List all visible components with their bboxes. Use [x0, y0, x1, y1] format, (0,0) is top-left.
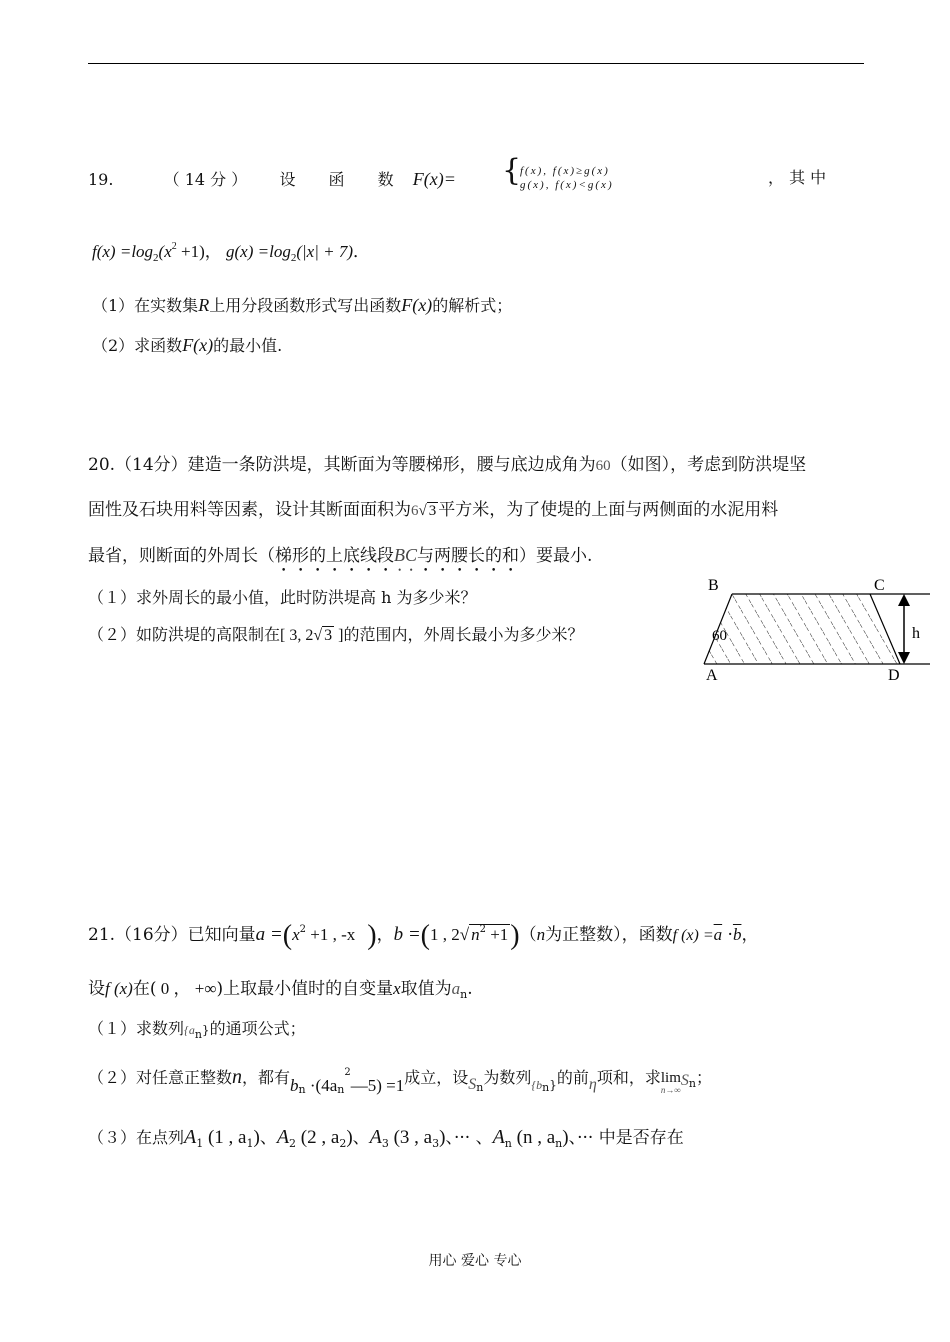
p20-label-h: h	[912, 625, 920, 642]
p19-tail: ， 其 中	[768, 168, 827, 187]
p20-label-B: B	[708, 577, 719, 594]
p19-q1: （1）在实数集R上用分段函数形式写出函数F(x)的解析式；	[92, 295, 513, 315]
p19-lead: 设 函 数	[279, 170, 408, 189]
p19-def-f: f(x) =log	[92, 242, 154, 261]
p20-q2: （２）如防洪堤的高限制在[ 3, 2√ 3 ]的范围内，外周长最小为多少米？	[88, 625, 584, 644]
p20-trapezoid-figure	[690, 570, 940, 685]
p19-score: （ 14 分 ）	[163, 170, 248, 189]
p20-label-A: A	[706, 667, 718, 684]
p21-line2: 设f (x)在( 0 ， +∞)上取最小值时的自变量x取值为$a_n$.	[88, 979, 473, 1001]
p20-line3: 最省，则断面的外周长（梯形的上底线段BC与两腰长的和）要最小.	[88, 545, 593, 566]
p20-line2: 固性及石块用料等因素，设计其断面面积为6√ 3 平方米，为了使堤的上面与两侧面的水泥用料	[88, 500, 779, 520]
p21-q3: （３）在点列$A_1$ (1 , $a_1$)、$A_2$ (2 , $a_2$)、$A_3$ (3 , $a_3$)、··· 、$A_n$ (n , $a_n$)、··· 中是否存在	[88, 1126, 684, 1150]
p19-brace: {	[502, 153, 522, 188]
p21-q2: （２）对任意正整数n，都有$b_n$ $\cdot(4a_n^2—5) =1$成立，设$S_n$为数列$_{\{bn\}}$的前η项和，求 lim n→∞ $S_n$；	[88, 1066, 712, 1096]
p20-label-C: C	[874, 577, 885, 594]
p20-trapezoid-shape	[704, 594, 900, 664]
p19-def-g: g(x) =log	[226, 242, 291, 261]
p19-q2: （2）求函数F(x)的最小值.	[92, 335, 283, 355]
p19-case1: f(x), f(x)≥g(x)	[520, 165, 610, 177]
p19-number: 19.	[88, 170, 114, 189]
p19-cases	[502, 153, 752, 195]
p19-case2: g(x), f(x)<g(x)	[520, 179, 614, 191]
p20-label-angle: 60	[712, 628, 727, 644]
page-footer: 用心 爱心 专心	[428, 1253, 522, 1269]
p20-line1: 20.（14分）建造一条防洪堤，其断面为等腰梯形，腰与底边成角为60（如图），考虑到防洪堤坚	[88, 455, 807, 475]
p20-q1: （１）求外周长的最小值，此时防洪堤高 h 为多少米？	[88, 588, 477, 607]
p21-q1: （１）求数列$\{a_n\}$的通项公式；	[88, 1019, 306, 1041]
p21-line1: 21.（16分）已知向量$a =(x^2 +1$ , -x )，b =(1 , 2√ $n^2 +1)(n$为正整数），函数f $(x) =\overline{a} \cdot\overline{b}$，	[88, 920, 759, 951]
p20-arrow-up	[898, 594, 910, 606]
p20-label-D: D	[888, 667, 900, 684]
p19-defs: $f(x) =\log_2(x^2 +1)$， $g(x) =\log_2(|x| + 7)$．	[92, 241, 371, 264]
header-rule	[88, 63, 864, 64]
p19-line1	[88, 170, 456, 188]
p19-Fx: F(x)=	[412, 169, 456, 189]
